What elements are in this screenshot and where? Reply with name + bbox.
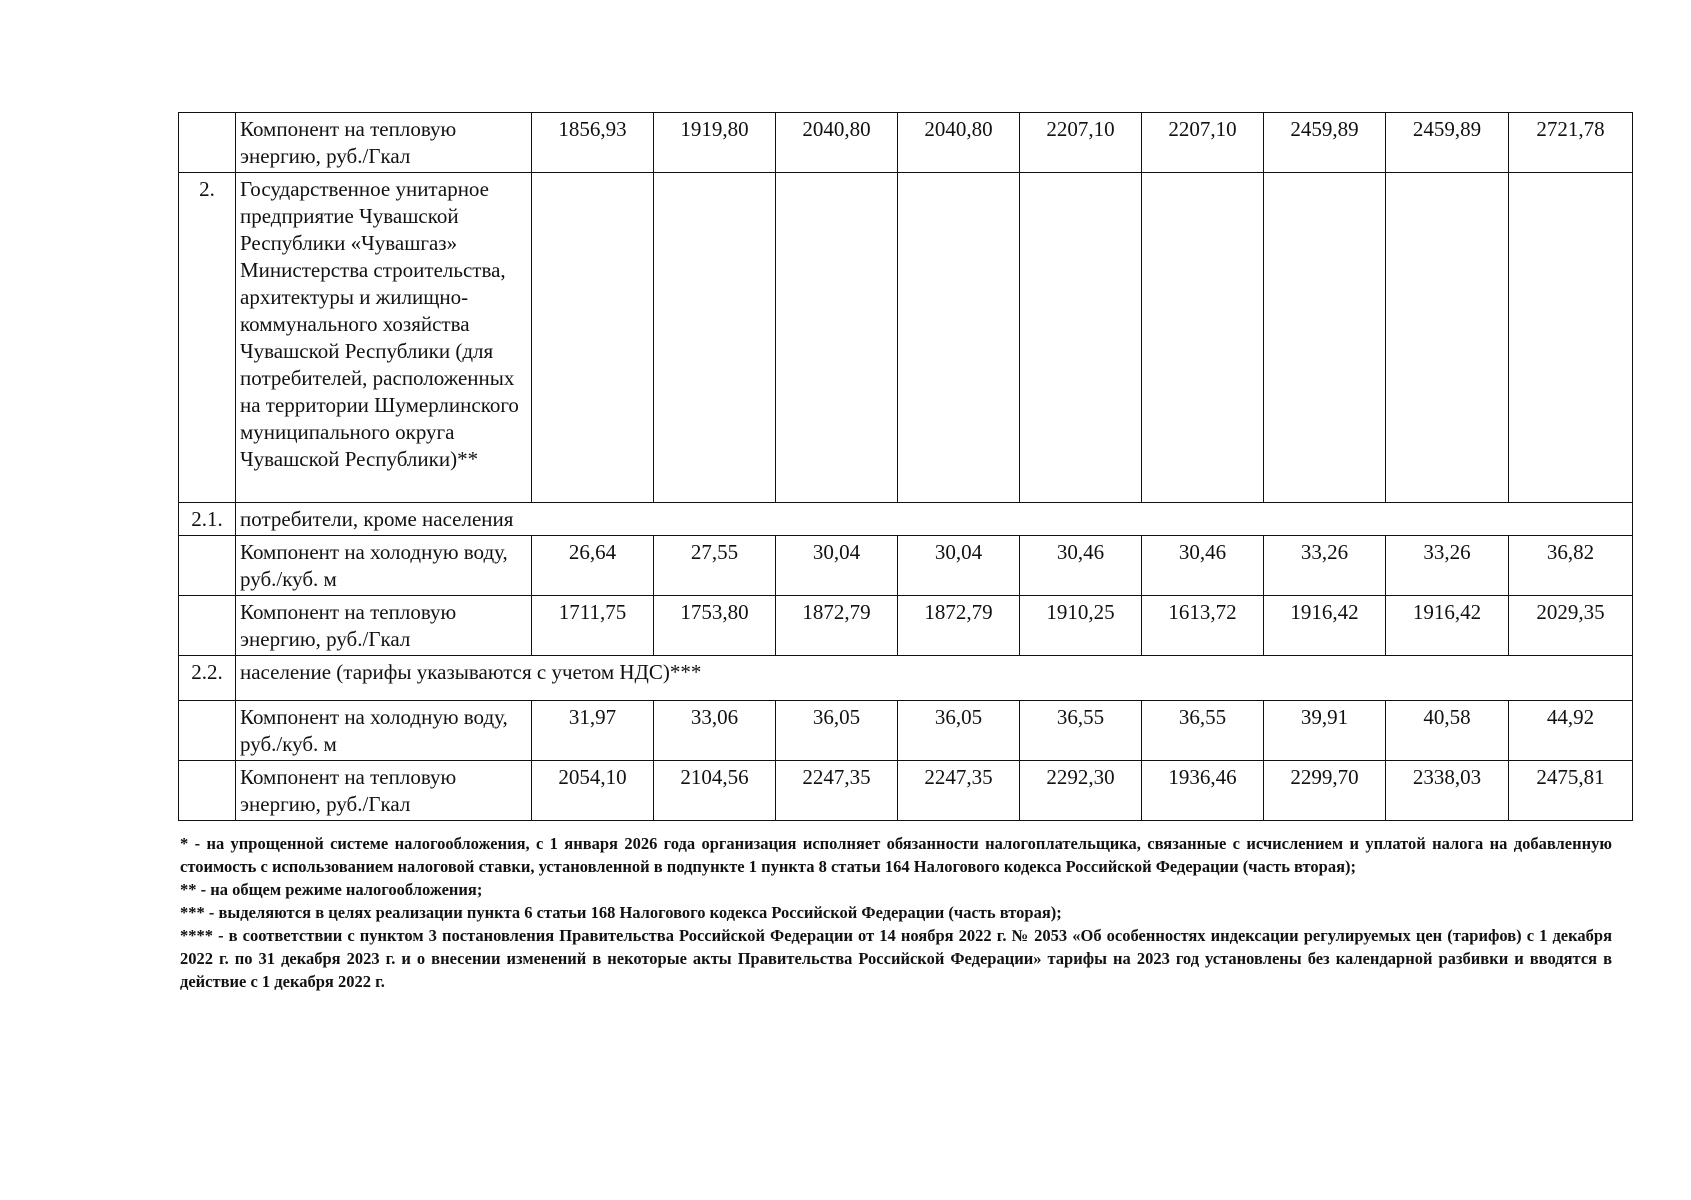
value-cell: 2247,35 [898, 761, 1020, 821]
section-header-cell: потребители, кроме населения [236, 503, 1633, 536]
description-cell: Компонент на холодную воду, руб./куб. м [236, 701, 532, 761]
footnotes [180, 832, 1612, 993]
value-cell [776, 173, 898, 503]
section-header-cell: население (тарифы указываются с учетом НДС)*** [236, 656, 1633, 701]
tariff-table [178, 112, 1633, 821]
value-cell: 1711,75 [532, 596, 654, 656]
value-cell [1509, 173, 1633, 503]
table-row [179, 761, 1633, 821]
table-row [179, 173, 1633, 503]
description-cell: Компонент на холодную воду, руб./куб. м [236, 536, 532, 596]
value-cell: 1919,80 [654, 113, 776, 173]
value-cell: 30,04 [776, 536, 898, 596]
value-cell: 1916,42 [1264, 596, 1386, 656]
row-number-cell [179, 701, 236, 761]
value-cell [532, 173, 654, 503]
value-cell: 30,46 [1142, 536, 1264, 596]
row-number-cell: 2.1. [179, 503, 236, 536]
value-cell: 2040,80 [776, 113, 898, 173]
value-cell: 33,06 [654, 701, 776, 761]
description-cell: Компонент на тепловую энергию, руб./Гкал [236, 596, 532, 656]
value-cell: 2247,35 [776, 761, 898, 821]
value-cell: 27,55 [654, 536, 776, 596]
table-row [179, 536, 1633, 596]
value-cell: 33,26 [1264, 536, 1386, 596]
value-cell: 1872,79 [898, 596, 1020, 656]
value-cell: 1936,46 [1142, 761, 1264, 821]
value-cell [1142, 173, 1264, 503]
description-cell: Государственное унитарное предприятие Чувашской Республики «Чувашгаз» Министерства строительства, архитектуры и жилищно-коммунального хозяйства Чувашской Республики (для потребителей, расположенных на территории Шумерлинского муниципального округа Чувашской Республики)** [236, 173, 532, 503]
value-cell: 2338,03 [1386, 761, 1509, 821]
value-cell: 2475,81 [1509, 761, 1633, 821]
value-cell: 2207,10 [1142, 113, 1264, 173]
value-cell: 2721,78 [1509, 113, 1633, 173]
value-cell: 33,26 [1386, 536, 1509, 596]
value-cell: 2207,10 [1020, 113, 1142, 173]
value-cell: 26,64 [532, 536, 654, 596]
value-cell: 1613,72 [1142, 596, 1264, 656]
table-row [179, 701, 1633, 761]
value-cell: 36,05 [776, 701, 898, 761]
footnote: **** - в соответствии с пунктом 3 постановления Правительства Российской Федерации от 14 ноября 2022 г. № 2053 «Об особенностях индексации регулируемых цен (тарифов) с 1 декабря 2022 г. по 31 декабря 2023 г. и о внесении изменений в некоторые акты Правительства Российской Федерации» тарифы на 2023 год установлены без календарной разбивки и вводятся в действие с 1 декабря 2022 г. [180, 926, 1612, 991]
row-number-cell [179, 596, 236, 656]
value-cell: 39,91 [1264, 701, 1386, 761]
value-cell [654, 173, 776, 503]
value-cell: 36,82 [1509, 536, 1633, 596]
description-cell: Компонент на тепловую энергию, руб./Гкал [236, 761, 532, 821]
value-cell: 40,58 [1386, 701, 1509, 761]
value-cell: 2040,80 [898, 113, 1020, 173]
row-number-cell: 2. [179, 173, 236, 503]
value-cell: 36,55 [1142, 701, 1264, 761]
row-number-cell [179, 113, 236, 173]
value-cell: 2292,30 [1020, 761, 1142, 821]
value-cell: 1910,25 [1020, 596, 1142, 656]
row-number-cell [179, 761, 236, 821]
footnote: ** - на общем режиме налогообложения; [180, 880, 483, 899]
row-number-cell [179, 536, 236, 596]
row-number-cell: 2.2. [179, 656, 236, 701]
value-cell: 30,46 [1020, 536, 1142, 596]
value-cell: 1753,80 [654, 596, 776, 656]
table-row [179, 656, 1633, 701]
value-cell [898, 173, 1020, 503]
table-row [179, 113, 1633, 173]
value-cell: 2054,10 [532, 761, 654, 821]
value-cell: 30,04 [898, 536, 1020, 596]
value-cell [1264, 173, 1386, 503]
value-cell: 2029,35 [1509, 596, 1633, 656]
value-cell: 44,92 [1509, 701, 1633, 761]
table-row [179, 503, 1633, 536]
footnote: *** - выделяются в целях реализации пункта 6 статьи 168 Налогового кодекса Российской Федерации (часть вторая); [180, 903, 1062, 922]
value-cell: 31,97 [532, 701, 654, 761]
value-cell: 2299,70 [1264, 761, 1386, 821]
value-cell: 36,55 [1020, 701, 1142, 761]
value-cell: 2459,89 [1386, 113, 1509, 173]
footnote: * - на упрощенной системе налогообложения, с 1 января 2026 года организация исполняет обязанности налогоплательщика, связанные с исчислением и уплатой налога на добавленную стоимость с использованием налоговой ставки, установленной в подпункте 1 пункта 8 статьи 164 Налогового кодекса Российской Федерации (часть вторая); [180, 834, 1612, 876]
value-cell [1386, 173, 1509, 503]
table-body [179, 113, 1633, 821]
table-row [179, 596, 1633, 656]
value-cell: 2104,56 [654, 761, 776, 821]
value-cell: 1872,79 [776, 596, 898, 656]
description-cell: Компонент на тепловую энергию, руб./Гкал [236, 113, 532, 173]
value-cell: 1856,93 [532, 113, 654, 173]
value-cell: 36,05 [898, 701, 1020, 761]
value-cell: 2459,89 [1264, 113, 1386, 173]
value-cell: 1916,42 [1386, 596, 1509, 656]
value-cell [1020, 173, 1142, 503]
